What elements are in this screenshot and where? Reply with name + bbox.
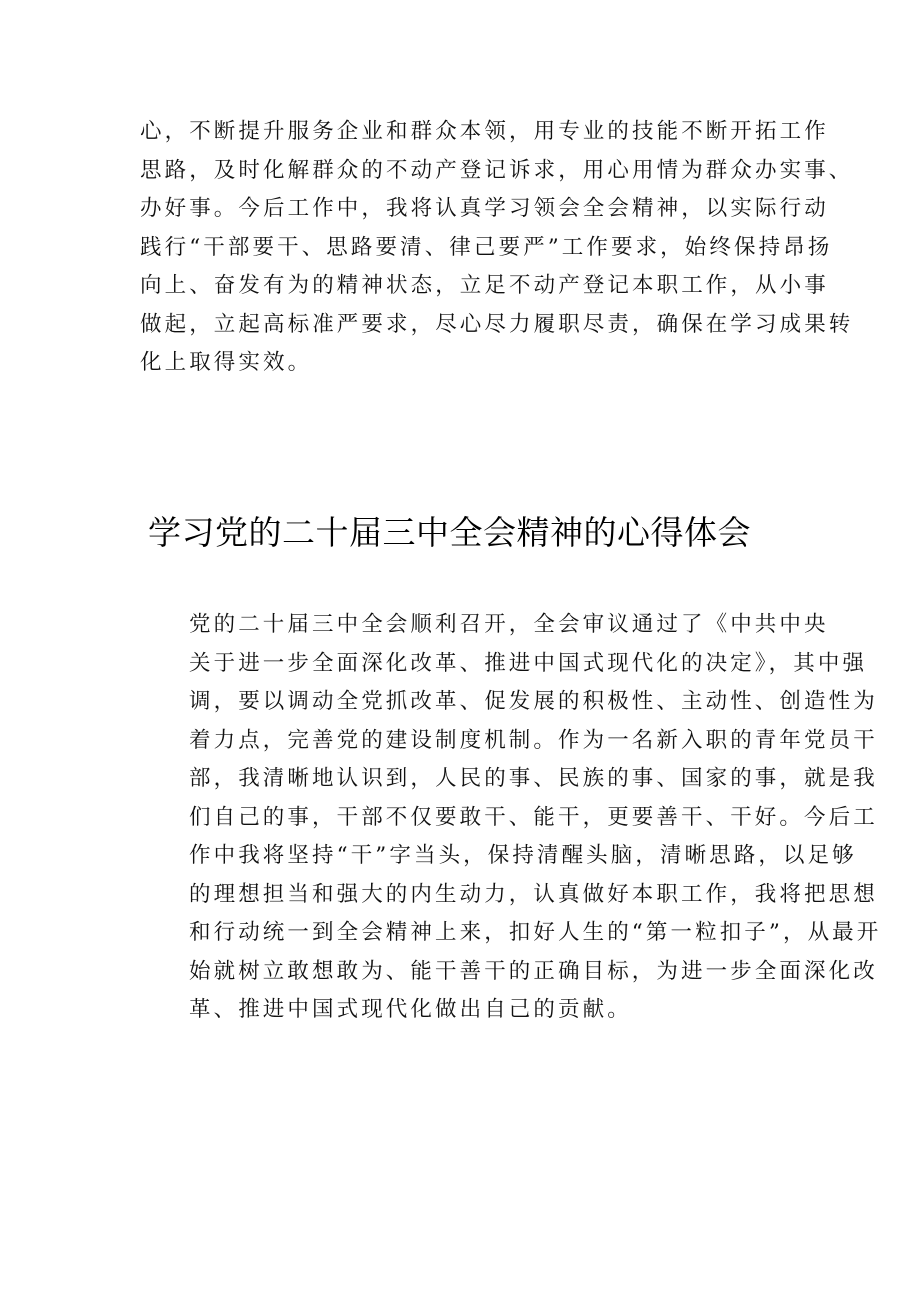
paragraph-line: 关于进一步全面深化改革、推进中国式现代化的决定》，其中强 [189, 650, 868, 676]
paragraph-line: 始就树立敢想敢为、能干善干的正确目标，为进一步全面深化改 [189, 958, 878, 984]
paragraph-line: 做起，立起高标准严要求，尽心尽力履职尽责，确保在学习成果转 [140, 311, 854, 337]
paragraph-line: 思路，及时化解群众的不动产登记诉求，用心用情为群众办实事、 [140, 157, 854, 183]
paragraph-line: 革、推进中国式现代化做出自己的贡献。 [189, 997, 632, 1022]
body-paragraph [140, 606, 882, 1030]
paragraph-line: 调，要以调动全党抓改革、促发展的积极性、主动性、创造性为 [189, 689, 878, 714]
paragraph-line: 向上、奋发有为的精神状态，立足不动产登记本职工作，从小事 [140, 273, 829, 298]
paragraph-line: 着力点，完善党的建设制度机制。作为一名新入职的青年党员干 [189, 727, 878, 753]
paragraph-line: 和行动统一到全会精神上来，扣好人生的“第一粒扣子”，从最开 [189, 920, 882, 945]
paragraph-line: 心，不断提升服务企业和群众本领，用专业的技能不断开拓工作 [140, 119, 829, 144]
paragraph-line: 作中我将坚持“干”字当头，保持清醒头脑，清晰思路，以足够 [189, 843, 857, 868]
paragraph-line: 们自己的事，干部不仅要敢干、能干，更要善干、干好。今后工 [189, 804, 878, 830]
paragraph-line: 办好事。今后工作中，我将认真学习领会全会精神，以实际行动 [140, 196, 829, 221]
paragraph-line: 践行“干部要干、思路要清、律己要严”工作要求，始终保持昂扬 [140, 234, 833, 260]
section-heading: 学习党的二十届三中全会精神的心得体会 [148, 513, 751, 552]
paragraph-line: 化上取得实效。 [140, 350, 313, 375]
body-paragraph-continued [140, 113, 854, 383]
paragraph-line: 部，我清晰地认识到，人民的事、民族的事、国家的事，就是我 [189, 766, 878, 791]
paragraph-line: 党的二十届三中全会顺利召开，全会审议通过了《中共中央 [189, 612, 829, 637]
paragraph-line: 的理想担当和强大的内生动力，认真做好本职工作，我将把思想 [189, 881, 878, 907]
